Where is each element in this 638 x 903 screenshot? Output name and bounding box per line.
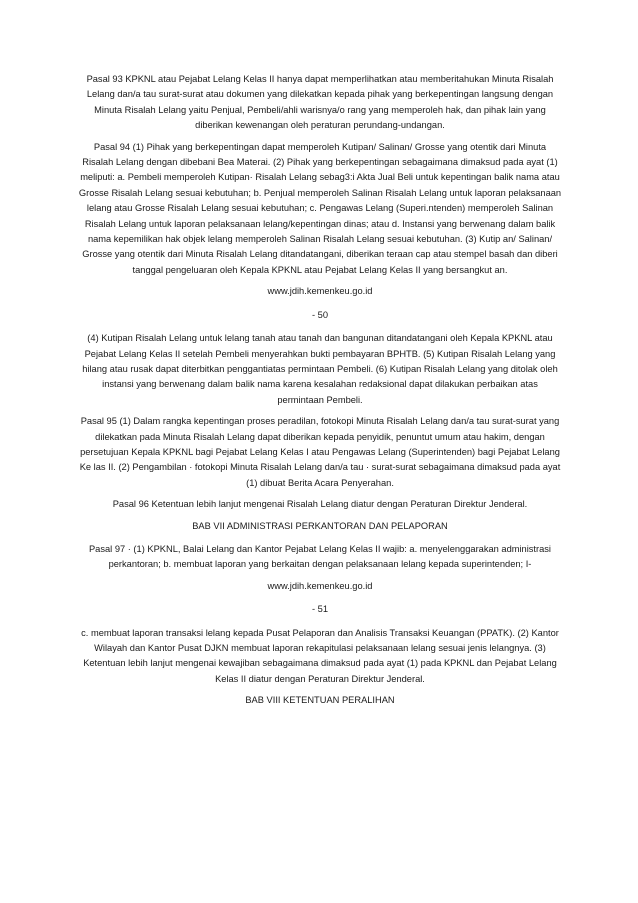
website-url[interactable]: www.jdih.kemenkeu.go.id <box>267 286 373 297</box>
document-page <box>78 72 562 717</box>
website-url[interactable]: www.jdih.kemenkeu.go.id <box>267 580 373 591</box>
page-number: - 50 <box>311 309 329 320</box>
pasal-95-paragraph: Pasal 95 (1) Dalam rangka kepentingan proses peradilan, fotokopi Minuta Risalah Lelang dan/a tau surat-surat yang dilekatkan pada Minuta Risalah Lelang dapat diberikan kepada penyidik, penuntut umum atau hakim, dengan persetujuan Kepala KPKNL bagi Pejabat Lelang Kelas I atau Pengawas Lelang (Superintenden) bagi Pejabat Lelang Ke las II. (2) Pengambilan · fotokopi Minuta Risalah Lelang dan/a tau · surat-surat sebagaimana dimaksud pada ayat (1) dibuat Berita Acara Penyerahan. <box>79 416 561 488</box>
pasal-94-continued-paragraph: (4) Kutipan Risalah Lelang untuk lelang tanah atau tanah dan bangunan ditandatangani oleh Kepala KPKNL atau Pejabat Lelang Kelas II setelah Pembeli menyerahkan bukti pembayaran BPHTB. (5) Kutipan Risalah Lelang yang hilang atau rusak dapat diterbitkan penggantiatas permintaan Pembeli. (6) Kutipan Risalah Lelang yang ditolak oleh instansi yang berwenang dalam balik nama karena kesalahan redaksional dapat dilakukan perbaikan atas permintaan Pembeli. <box>82 333 558 405</box>
pasal-97-continued-paragraph: c. membuat laporan transaksi lelang kepada Pusat Pelaporan dan Analisis Transaksi Keuangan (PPATK). (2) Kantor Wilayah dan Kantor Pusat DJKN membuat laporan rekapitulasi pelaksanaan lelang sesuai jenis lelangnya. (3) Ketentuan lebih lanjut mengenai kewajiban sebagaimana dimaksud pada ayat (1) pada KPKNL dan Pejabat Lelang Kelas II diatur dengan Peraturan Direktur Jenderal. <box>81 627 559 684</box>
pasal-96-paragraph: Pasal 96 Ketentuan lebih lanjut mengenai Risalah Lelang diatur dengan Peraturan Direktur Jenderal. <box>112 499 528 510</box>
chapter-heading: BAB VIII KETENTUAN PERALIHAN <box>245 695 395 706</box>
pasal-97-paragraph: Pasal 97 · (1) KPKNL, Balai Lelang dan Kantor Pejabat Lelang Kelas II wajib: a. menyelenggarakan administrasi perkantoran; b. membuat laporan yang berkaitan dengan pelaksanaan lelang kepada superintenden; I- <box>88 543 552 570</box>
pasal-93-paragraph: Pasal 93 KPKNL atau Pejabat Lelang Kelas II hanya dapat memperlihatkan atau memberitahukan Minuta Risalah Lelang dan/a tau surat-surat atau dokumen yang dilekatkan kepada pihak yang berkepentingan langsung dengan Minuta Risalah Lelang yaitu Penjual, Pembeli/ahli warisnya/o rang yang memperoleh hak, dan pihak lain yang diberikan kewenangan oleh peraturan perundang-undangan. <box>86 74 554 131</box>
pasal-94-paragraph: Pasal 94 (1) Pihak yang berkepentingan dapat memperoleh Kutipan/ Salinan/ Grosse yang otentik dari Minuta Risalah Lelang dengan dibebani Bea Materai. (2) Pihak yang berkepentingan sebagaimana dimaksud pada ayat (1) meliputi: a. Pembeli memperoleh Kutipan· Risalah Lelang sebag3:i Akta Jual Beli untuk kepentingan balik nama atau Grosse Risalah Lelang sesuai kebutuhan; b. Penjual memperoleh Salinan Risalah Lelang untuk laporan pelaksanaan lelang atau Grosse Risalah Lelang sesuai kebutuhan; c. Pengawas Lelang (Superi.ntenden) memperoleh Salinan Risalah Lelang untuk laporan pelaksanaan lelang/kepentingan dinas; atau d. Instansi yang berwenang dalam balik nama kepemilikan hak objek lelang memperoleh Salinan Risalah Lelang sesuai kebutuhan. (3) Kutip an/ Salinan/ Grosse yang otentik dari Minuta Risalah Lelang ditandatangani, diberikan teraan cap atau stempel basah dan diberi tanggal pengeluaran oleh Kepala KPKNL atau Pejabat Lelang Kelas II yang bersangkut an. <box>78 141 562 275</box>
chapter-heading: BAB VII ADMINISTRASI PERKANTORAN DAN PELAPORAN <box>192 520 448 531</box>
page-number: - 51 <box>311 604 329 615</box>
